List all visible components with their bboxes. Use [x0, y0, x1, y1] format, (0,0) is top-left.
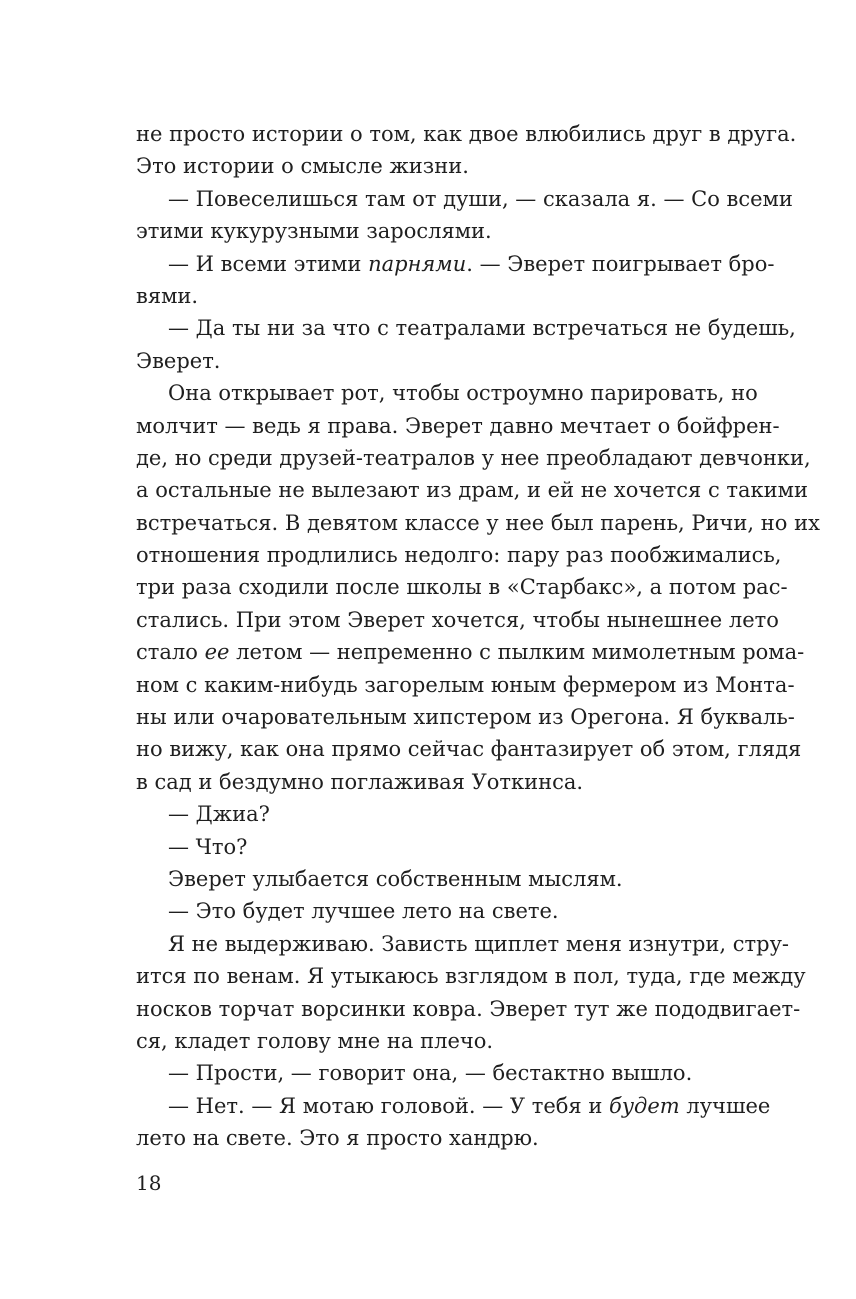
- text-line: ится по венам. Я утыкаюсь взглядом в пол, туда, где между: [136, 964, 806, 989]
- text-line: три раза сходили после школы в «Старбакс», а потом рас-: [136, 575, 788, 600]
- italic-emphasis: будет: [609, 1093, 680, 1118]
- italic-emphasis: ее: [204, 640, 230, 665]
- text-line: этими кукурузными зарослями.: [136, 219, 492, 244]
- text-line: стало ее летом — непременно с пылким мимолетным рома-: [136, 640, 805, 665]
- text-line: молчит — ведь я права. Эверет давно мечтает о бойфрен-: [136, 413, 780, 438]
- text-line: — Прости, — говорит она, — бестактно вышло.: [168, 1061, 693, 1086]
- text-line: в сад и бездумно поглаживая Уоткинса.: [136, 769, 584, 794]
- text-line: но вижу, как она прямо сейчас фантазирует об этом, глядя: [136, 737, 802, 762]
- text-line: встречаться. В девятом классе у нее был парень, Ричи, но их: [136, 510, 820, 535]
- text-line: вями.: [136, 283, 199, 308]
- text-line: а остальные не вылезают из драм, и ей не хочется с такими: [136, 478, 808, 503]
- text-line: — И всеми этими парнями. — Эверет поигрывает бро-: [168, 251, 775, 276]
- text-line: де, но среди друзей-театралов у нее преобладают девчонки,: [136, 445, 811, 470]
- text-line: лето на свете. Это я просто хандрю.: [136, 1126, 539, 1151]
- text-line: не просто истории о том, как двое влюбились друг в друга.: [136, 122, 797, 146]
- text-line: носков торчат ворсинки ковра. Эверет тут же пододвигает-: [136, 996, 801, 1021]
- page-number: 18: [136, 1171, 162, 1195]
- text-line: — Джиа?: [168, 802, 270, 827]
- text-line: Я не выдерживаю. Зависть щиплет меня изнутри, стру-: [168, 931, 790, 956]
- text-line: Она открывает рот, чтобы остроумно парировать, но: [168, 381, 758, 406]
- text-line: отношения продлились недолго: пару раз пообжимались,: [136, 543, 782, 568]
- text-line: — Это будет лучшее лето на свете.: [168, 899, 559, 924]
- text-line: Эверет улыбается собственным мыслям.: [168, 866, 623, 891]
- text-line: Это истории о смысле жизни.: [136, 154, 469, 179]
- text-line: — Что?: [168, 834, 248, 859]
- text-line: стались. При этом Эверет хочется, чтобы нынешнее лето: [136, 607, 779, 632]
- body-text: [136, 118, 820, 1155]
- text-line: — Нет. — Я мотаю головой. — У тебя и будет лучшее: [168, 1093, 771, 1118]
- text-line: Эверет.: [136, 348, 221, 373]
- italic-emphasis: парнями: [368, 251, 467, 276]
- text-line: — Повеселишься там от души, — сказала я. — Со всеми: [168, 186, 793, 211]
- text-line: — Да ты ни за что с театралами встречаться не будешь,: [168, 316, 796, 341]
- text-line: ся, кладет голову мне на плечо.: [136, 1028, 494, 1053]
- text-line: ном с каким-нибудь загорелым юным фермером из Монта-: [136, 672, 795, 697]
- text-line: ны или очаровательным хипстером из Орегона. Я букваль-: [136, 705, 795, 730]
